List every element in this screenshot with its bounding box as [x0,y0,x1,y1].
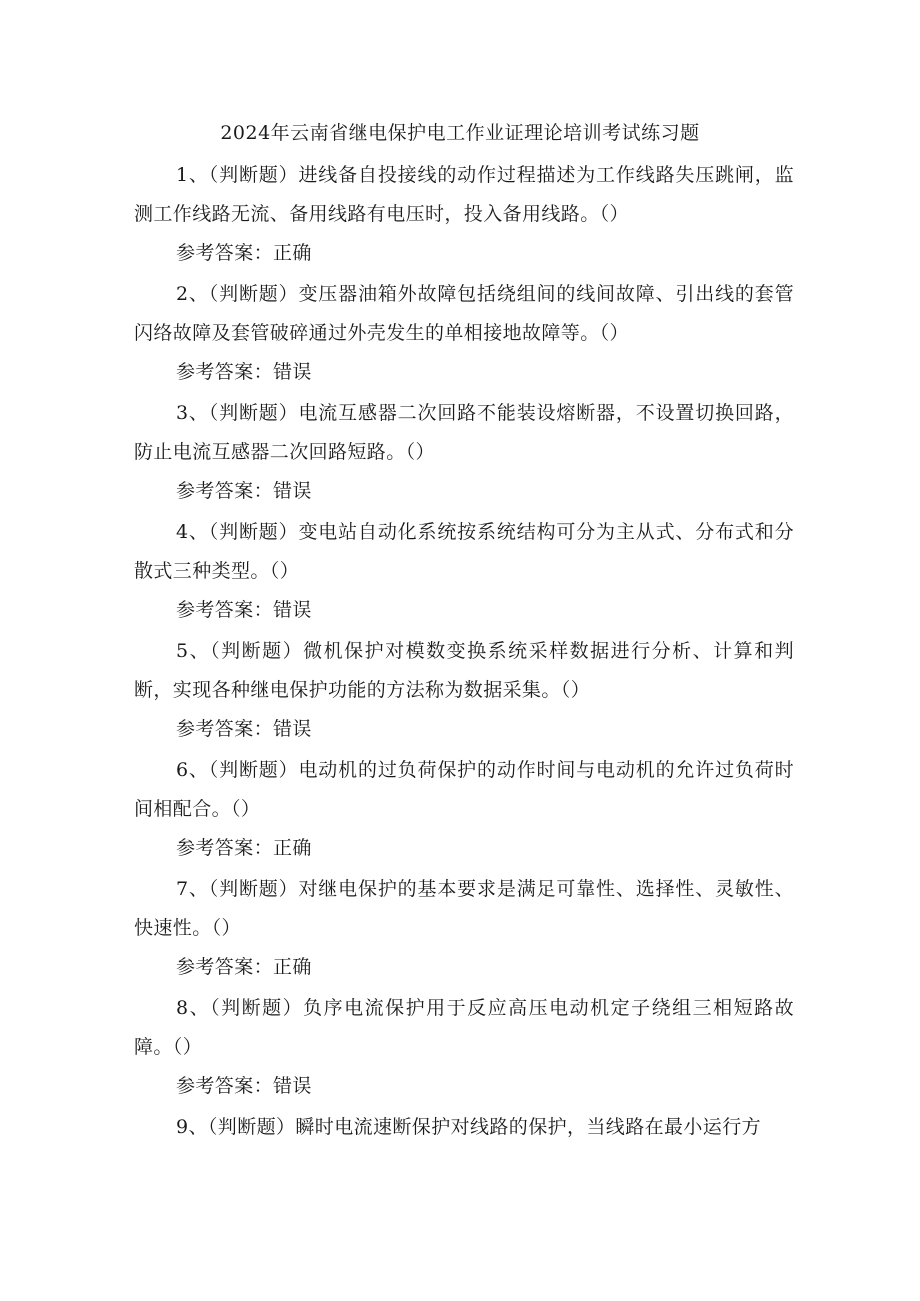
answer-text: 参考答案：正确 [176,242,312,264]
answer-text: 参考答案：错误 [176,599,312,621]
question-text: 3、（判断题）电流互感器二次回路不能装设熔断器，不设置切换回路，防止电流互感器二次回路短路。（） [134,402,794,463]
question-item [134,394,794,511]
question-text: 1、（判断题）进线备自投接线的动作过程描述为工作线路失压跳闸，监测工作线路无流、备用线路有电压时，投入备用线路。（） [134,164,794,225]
document-title: 2024年云南省继电保护电工作业证理论培训考试练习题 [220,122,700,144]
question-text: 2、（判断题）变压器油箱外故障包括绕组间的线间故障、引出线的套管闪络故障及套管破碎通过外壳发生的单相接地故障等。（） [134,283,794,344]
question-item [134,989,794,1106]
question-item [134,1108,794,1147]
question-text: 4、（判断题）变电站自动化系统按系统结构可分为主从式、分布式和分散式三种类型。（） [134,521,794,582]
question-text: 8、（判断题）负序电流保护用于反应高压电动机定子绕组三相短路故障。（） [134,997,794,1058]
question-text: 7、（判断题）对继电保护的基本要求是满足可靠性、选择性、灵敏性、快速性。（） [134,878,794,939]
question-text: 9、（判断题）瞬时电流速断保护对线路的保护，当线路在最小运行方 [176,1116,761,1138]
answer-text: 参考答案：错误 [176,480,312,502]
question-item [134,156,794,273]
question-item [134,275,794,392]
question-text: 6、（判断题）电动机的过负荷保护的动作时间与电动机的允许过负荷时间相配合。（） [134,759,794,820]
question-item [134,870,794,987]
question-item [134,632,794,749]
question-item [134,513,794,630]
answer-text: 参考答案：错误 [176,718,312,740]
answer-text: 参考答案：正确 [176,956,312,978]
answer-text: 参考答案：正确 [176,837,312,859]
answer-text: 参考答案：错误 [176,1075,312,1097]
question-list [134,156,794,1147]
question-item [134,751,794,868]
answer-text: 参考答案：错误 [176,361,312,383]
question-text: 5、（判断题）微机保护对模数变换系统采样数据进行分析、计算和判断，实现各种继电保护功能的方法称为数据采集。（） [134,640,794,701]
